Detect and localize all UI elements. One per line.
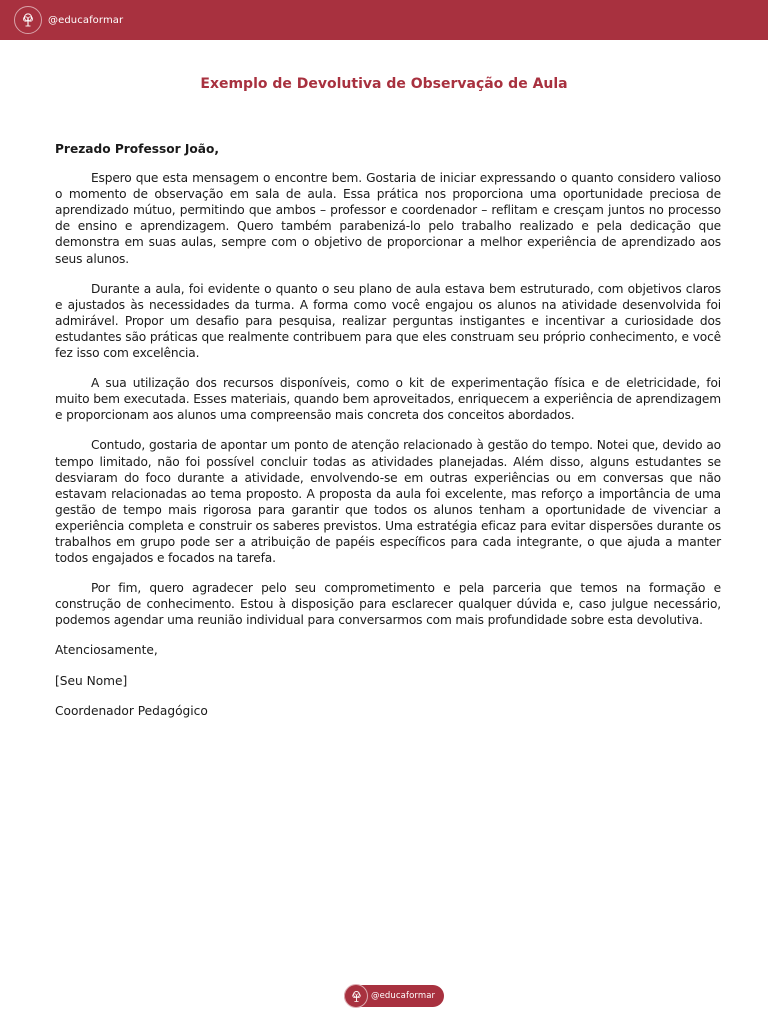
- letter-body: [55, 141, 721, 733]
- name-placeholder: [Seu Nome]: [55, 673, 128, 688]
- signoff: Atenciosamente,: [55, 643, 158, 658]
- header-bar: [0, 0, 768, 40]
- greeting: Prezado Professor João,: [55, 142, 220, 156]
- footer-handle: @educaformar: [371, 991, 436, 1001]
- paragraph-1: Espero que esta mensagem o encontre bem. Gostaria de iniciar expressando o quanto considero valioso o momento de observação em sala de aula. Essa prática nos proporciona uma oportunidade preciosa de aprendizado mútuo, permitindo que ambos – professor e coordenador – reflitam e cresçam juntos no processo de ensino e aprendizagem. Quero também parabenizá-lo pelo trabalho realizado e pela dedicação que demonstra em suas aulas, sempre com o objetivo de proporcionar a melhor experiência de aprendizado aos seus alunos.: [55, 171, 721, 266]
- brand: [14, 6, 123, 34]
- signer-role: Coordenador Pedagógico: [55, 703, 208, 718]
- brand-handle: @educaformar: [48, 14, 124, 26]
- paragraph-2: Durante a aula, foi evidente o quanto o seu plano de aula estava bem estruturado, com objetivos claros e ajustados às necessidades da turma. A forma como você engajou os alunos na atividade desenvolvida foi admirável. Propor um desafio para pesquisa, realizar perguntas instigantes e incentivar a curiosidade dos estudantes são práticas que realmente contribuem para que eles construam seu próprio conhecimento, e você fez isso com excelência.: [55, 281, 721, 361]
- document-title: Exemplo de Devolutiva de Observação de Aula: [200, 76, 568, 92]
- paragraph-5: Por fim, quero agradecer pelo seu comprometimento e pela parceria que temos na formação e construção de conhecimento. Estou à disposição para esclarecer qualquer dúvida e, caso julgue necessário, podemos agendar uma reunião individual para conversarmos com mais profundidade sobre esta devolutiva.: [55, 581, 721, 628]
- footer-brand-badge: [344, 985, 444, 1007]
- paragraph-3: A sua utilização dos recursos disponíveis, como o kit de experimentação física e de eletricidade, foi muito bem executada. Esses materiais, quando bem aproveitados, enriquecem a experiência de aprendizagem e proporcionam aos alunos uma compreensão mais concreta dos conceitos abordados.: [55, 376, 721, 423]
- tree-logo-icon: [344, 984, 368, 1008]
- paragraph-4: Contudo, gostaria de apontar um ponto de atenção relacionado à gestão do tempo. Notei que, devido ao tempo limitado, não foi possível concluir todas as atividades planejadas. Além disso, alguns estudantes se desviaram do foco durante a atividade, envolvendo-se em outras experiências ou em conversas que não estavam relacionadas ao tema proposto. A proposta da aula foi excelente, mas reforço a importância de uma gestão de tempo mais rigorosa para garantir que todos os alunos tenham a oportunidade de vivenciar a experiência completa e construir os saberes previstos. Uma estratégia eficaz para evitar dispersões durante os trabalhos em grupo pode ser a atribuição de papéis específicos para cada integrante, o que ajuda a manter todos engajados e focados na tarefa.: [55, 438, 721, 566]
- tree-logo-icon: [14, 6, 42, 34]
